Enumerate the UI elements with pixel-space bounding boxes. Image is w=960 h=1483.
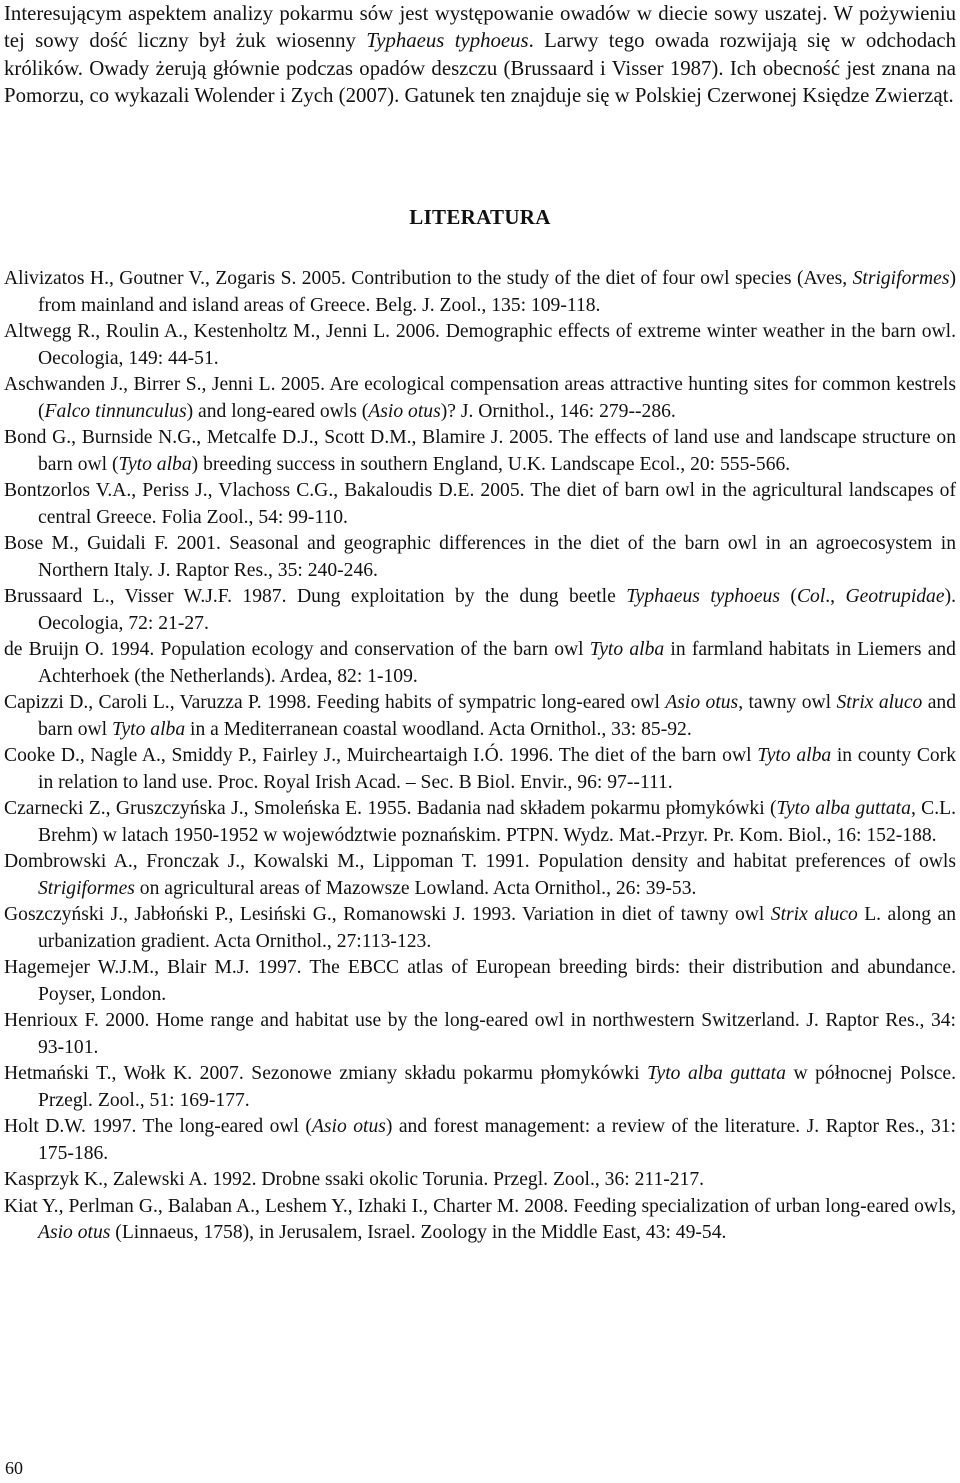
text-segment: in a Mediterranean coastal woodland. Acta Ornithol., 33: 85-92. bbox=[185, 718, 692, 740]
text-segment: Brussaard L., Visser W.J.F. 1987. Dung exploitation by the dung beetle bbox=[4, 586, 627, 607]
italic-text: Asio otus bbox=[38, 1222, 111, 1243]
text-segment: L. along an urbanization gradient. Acta Ornithol., 27:113-123. bbox=[38, 904, 956, 952]
reference-entry bbox=[4, 1114, 956, 1167]
italic-text: Tyto alba guttata bbox=[776, 798, 911, 819]
italic-text: Tyto alba bbox=[757, 745, 832, 766]
text-segment: Hetmański T., Wołk K. 2007. Sezonowe zmiany składu pokarmu płomykówki bbox=[4, 1063, 648, 1084]
text-segment: ( bbox=[779, 586, 797, 607]
reference-entry bbox=[4, 531, 956, 584]
text-segment: Capizzi D., Caroli L., Varuzza P. 1998. Feeding habits of sympatric long-eared owl bbox=[4, 692, 666, 713]
text-segment: Cooke D., Nagle A., Smiddy P., Fairley J., Muircheartaigh I.Ó. 1996. The diet of the barn owl bbox=[4, 745, 758, 766]
text-segment: , tawny owl bbox=[738, 692, 837, 713]
text-segment: Bose M., Guidali F. 2001. Seasonal and geographic differences in the diet of the barn owl in an agroecosystem in Northern Italy. J. Raptor Res., 35: 240-246. bbox=[4, 533, 956, 581]
italic-text: Strigiformes bbox=[38, 877, 135, 899]
reference-entry bbox=[4, 372, 956, 425]
text-segment: Holt D.W. 1997. The long-eared owl ( bbox=[4, 1116, 312, 1137]
italic-text: Strix aluco bbox=[836, 692, 923, 713]
text-segment: Czarnecki Z., Gruszczyńska J., Smoleńska E. 1955. Badania nad składem pokarmu płomykówki ( bbox=[4, 798, 777, 819]
reference-entry bbox=[4, 1167, 956, 1194]
reference-list bbox=[4, 266, 956, 1247]
text-segment: ) breeding success in southern England, U.K. Landscape Ecol., 20: 555-566. bbox=[191, 453, 791, 475]
text-segment: ) and long-eared owls ( bbox=[186, 400, 369, 422]
text-segment: Bontzorlos V.A., Periss J., Vlachoss C.G., Bakaloudis D.E. 2005. The diet of barn owl in the agricultural landscapes of central Greece. Folia Zool., 54: 99-110. bbox=[4, 480, 956, 528]
italic-text: Col bbox=[796, 586, 826, 607]
reference-entry bbox=[4, 584, 956, 637]
text-segment: in county Cork in relation to land use. Proc. Royal Irish Acad. – Sec. B Biol. Envir., 96: 97--111. bbox=[38, 745, 957, 793]
reference-entry bbox=[4, 319, 956, 372]
text-segment: ) and forest management: a review of the literature. J. Raptor Res., 31: 175-186. bbox=[38, 1116, 956, 1164]
text-segment: ). Oecologia, 72: 21-27. bbox=[38, 586, 956, 634]
italic-text: Typhaeus typhoeus bbox=[366, 29, 529, 53]
text-segment: Goszczyński J., Jabłoński P., Lesiński G., Romanowski J. 1993. Variation in diet of tawny owl bbox=[4, 904, 771, 925]
reference-entry bbox=[4, 266, 956, 319]
text-segment: Dombrowski A., Fronczak J., Kowalski M., Lippoman T. 1991. Population density and habitat preferences of owls bbox=[4, 851, 956, 872]
section-heading: LITERATURA bbox=[409, 205, 551, 229]
text-segment: in farmland habitats in Liemers and Achterhoek (the Netherlands). Ardea, 82: 1-109. bbox=[38, 639, 956, 687]
text-segment: Kasprzyk K., Zalewski A. 1992. Drobne ssaki okolic Torunia. Przegl. Zool., 36: 211-217. bbox=[4, 1169, 705, 1190]
text-segment: . Larwy tego owada rozwijają się w odchodach królików. Owady żerują głównie podczas opadów deszczu (Brussaard i Visser 1987). Ich obecność jest znana na Pomorzu, co wykazali Wolender i Zych (2007). Gatunek ten znajduje się w Polskiej Czerwonej Księdze Zwierząt. bbox=[4, 29, 957, 108]
reference-entry bbox=[4, 796, 956, 849]
italic-text: Geotrupidae bbox=[845, 586, 945, 607]
italic-text: Tyto alba bbox=[112, 718, 186, 740]
text-segment: )? J. Ornithol., 146: 279--286. bbox=[440, 400, 676, 422]
reference-entry bbox=[4, 425, 956, 478]
text-segment: (Linnaeus, 1758), in Jerusalem, Israel. Zoology in the Middle East, 43: 49-54. bbox=[110, 1222, 727, 1243]
text-segment: ) from mainland and island areas of Greece. Belg. J. Zool., 135: 109-118. bbox=[38, 268, 956, 316]
italic-text: Tyto alba bbox=[589, 639, 665, 660]
text-segment: and barn owl bbox=[38, 692, 957, 740]
text-segment: w północnej Polsce. Przegl. Zool., 51: 169-177. bbox=[38, 1063, 957, 1111]
text-segment: de Bruijn O. 1994. Population ecology and conservation of the barn owl bbox=[4, 639, 590, 660]
italic-text: Falco tinnunculus bbox=[44, 400, 187, 422]
reference-entry bbox=[4, 637, 956, 690]
reference-entry bbox=[4, 1194, 956, 1247]
reference-entry bbox=[4, 478, 956, 531]
text-segment: , C.L. Brehm) w latach 1950-1952 w województwie poznańskim. PTPN. Wydz. Mat.-Przyr. Pr. Kom. Biol., 16: 152-188. bbox=[38, 798, 957, 846]
text-segment: Alivizatos H., Goutner V., Zogaris S. 2005. Contribution to the study of the diet of four owl species (Aves, bbox=[4, 268, 853, 289]
text-segment: Altwegg R., Roulin A., Kestenholtz M., Jenni L. 2006. Demographic effects of extreme winter weather in the barn owl. Oecologia, 149: 44-51. bbox=[4, 321, 956, 369]
italic-text: Strix aluco bbox=[770, 904, 858, 925]
reference-entry bbox=[4, 690, 956, 743]
reference-entry bbox=[4, 1008, 956, 1061]
text-segment: Interesującym aspektem analizy pokarmu sów jest występowanie owadów w diecie sowy uszatej. W pożywieniu tej sowy dość liczny był żuk wiosenny bbox=[4, 2, 956, 53]
intro-paragraph bbox=[4, 0, 956, 110]
text-segment: Aschwanden J., Birrer S., Jenni L. 2005. Are ecological compensation areas attractive hunting sites for common kestrels ( bbox=[4, 374, 956, 422]
text-segment: Bond G., Burnside N.G., Metcalfe D.J., Scott D.M., Blamire J. 2005. The effects of land use and landscape structure on barn owl ( bbox=[4, 427, 956, 475]
reference-entry bbox=[4, 743, 956, 796]
italic-text: Typhaeus typhoeus bbox=[626, 586, 780, 607]
italic-text: Strigiformes bbox=[852, 268, 950, 289]
reference-entry bbox=[4, 902, 956, 955]
text-segment: on agricultural areas of Mazowsze Lowland. Acta Ornithol., 26: 39-53. bbox=[134, 877, 697, 899]
reference-entry bbox=[4, 955, 956, 1008]
page-number: 60 bbox=[5, 1458, 23, 1478]
italic-text: Tyto alba bbox=[118, 453, 192, 475]
italic-text: Asio otus bbox=[368, 400, 441, 422]
italic-text: Asio otus bbox=[665, 692, 739, 713]
text-segment: Kiat Y., Perlman G., Balaban A., Leshem Y., Izhaki I., Charter M. 2008. Feeding specialization of urban long-eared owls, bbox=[4, 1195, 956, 1217]
text-segment: Hagemejer W.J.M., Blair M.J. 1997. The EBCC atlas of European breeding birds: their distribution and abundance. Poyser, London. bbox=[4, 957, 956, 1005]
reference-entry bbox=[4, 849, 956, 902]
reference-entry bbox=[4, 1061, 956, 1114]
text-segment: Henrioux F. 2000. Home range and habitat use by the long-eared owl in northwestern Switzerland. J. Raptor Res., 34: 93-101. bbox=[4, 1010, 956, 1058]
text-segment: ., bbox=[825, 586, 846, 607]
italic-text: Asio otus bbox=[311, 1116, 386, 1137]
italic-text: Tyto alba guttata bbox=[647, 1063, 786, 1084]
